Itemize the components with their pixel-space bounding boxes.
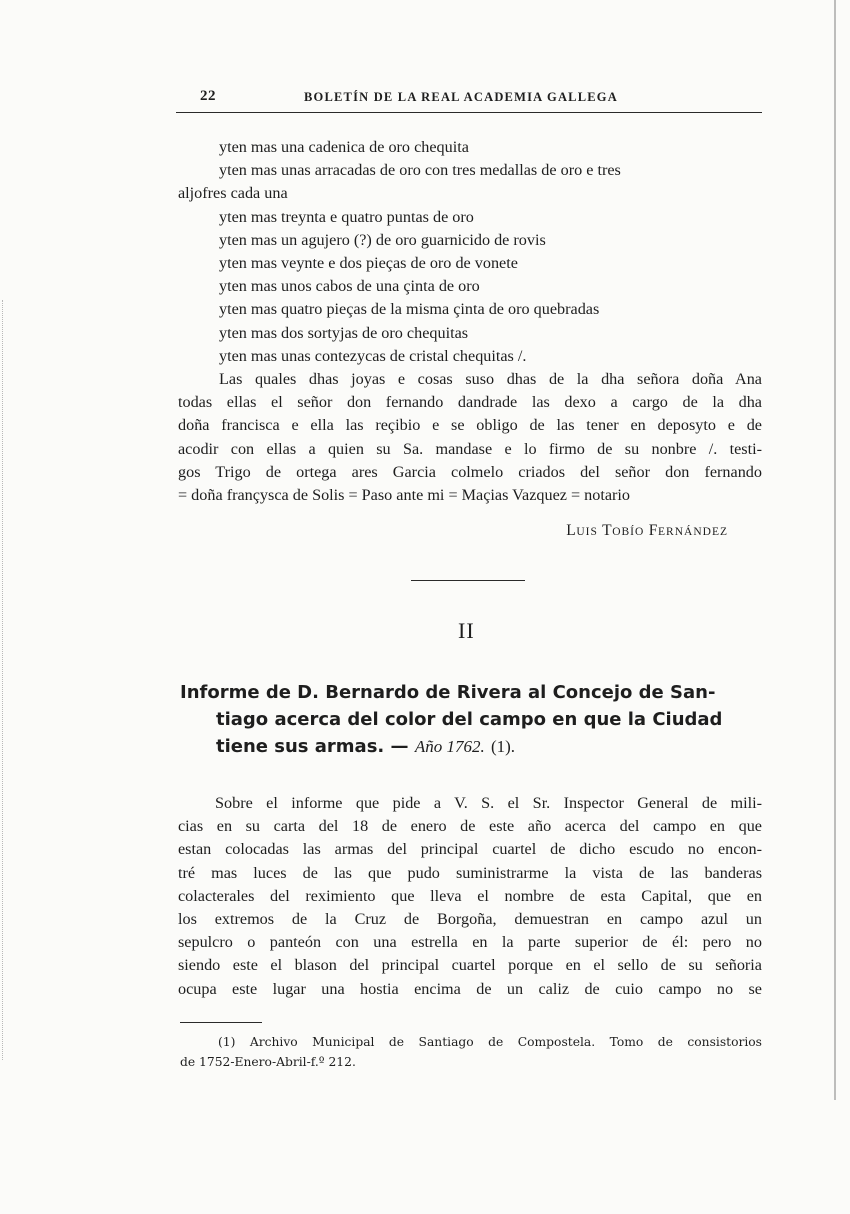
jewel-inventory-list — [178, 136, 762, 368]
list-item: yten mas una cadenica de oro chequita — [219, 138, 469, 156]
footnote-line: (1) Archivo Municipal de Santiago de Compostela. Tomo de consistorios — [218, 1035, 762, 1049]
section-separator — [411, 580, 525, 581]
signature-rest: ERNÁNDEZ — [658, 526, 728, 538]
text-line: doña francisca e ella las reçibio e se obligo de las tener en deposyto e de — [178, 416, 762, 435]
heading-line-main: tiene sus armas. — — [216, 736, 409, 757]
list-item: yten mas treynta e quatro puntas de oro — [219, 207, 474, 226]
scan-edge-left — [2, 300, 9, 1060]
list-item: yten mas unas contezycas de cristal chequitas /. — [219, 346, 527, 365]
footnote-rule — [180, 1022, 262, 1023]
signature-initial: F — [648, 522, 659, 539]
running-title: BOLETÍN DE LA REAL ACADEMIA GALLEGA — [304, 90, 618, 104]
text-line: Las quales dhas joyas e cosas suso dhas de la dha señora doña Ana — [219, 370, 762, 388]
heading-line — [180, 733, 762, 760]
text-line: ocupa este lugar una hostia encima de un caliz de cuio campo no se — [178, 979, 762, 998]
scan-edge-right — [832, 0, 836, 1100]
signature-initial: L — [566, 522, 577, 539]
body-paragraph — [178, 792, 762, 1001]
section-heading — [180, 679, 762, 760]
footnote-reference: (1). — [490, 737, 516, 756]
heading-line: tiago acerca del color del campo en que la Ciudad — [216, 709, 723, 730]
list-item: yten mas un agujero (?) de oro guarnicido de rovis — [219, 230, 546, 249]
text-line: acodir con ellas a quien su Sa. mandase e lo firmo de su nonbre /. testi- — [178, 439, 762, 458]
list-item: yten mas veynte e dos pieças de oro de vonete — [219, 254, 518, 273]
text-line: gos Trigo de ortega ares Garcia colmelo criados del señor don fernando — [178, 462, 762, 481]
text-line: colacterales del reximiento que lleva el nombre de esta Capital, que en — [178, 886, 762, 905]
text-line: siendo este el blason del principal cuartel porque en el sello de su señoria — [178, 956, 762, 975]
heading-line: Informe de D. Bernardo de Rivera al Concejo de San- — [180, 682, 716, 703]
text-line: tré mas luces de las que pudo suministrarme la vista de las banderas — [178, 863, 762, 882]
signature-rest: OBÍO — [612, 526, 645, 538]
list-item: yten mas dos sortyjas de oro chequitas — [219, 323, 469, 342]
signature-rest: UIS — [576, 526, 598, 538]
text-line: estan colocadas las armas del principal cuartel de dicho escudo no encon- — [178, 840, 762, 859]
list-item: yten mas unos cabos de una çinta de oro — [219, 277, 480, 296]
page-header — [176, 86, 762, 113]
text-line: = doña françysca de Solis = Paso ante mi = Maçias Vazquez = notario — [178, 486, 631, 505]
list-item: yten mas unas arracadas de oro con tres medallas de oro e tres — [219, 161, 621, 180]
author-signature — [566, 522, 728, 540]
text-line: Sobre el informe que pide a V. S. el Sr. Inspector General de mili- — [215, 794, 762, 812]
text-line: sepulcro o panteón con una estrella en la parte superior de él: pero no — [178, 933, 762, 952]
signature-initial: T — [602, 522, 613, 539]
text-line: los extremos de la Cruz de Borgoña, demuestran en campo azul un — [178, 910, 762, 929]
text-line: cias en su carta del 18 de enero de este año acerca del campo en que — [178, 817, 762, 836]
page-number: 22 — [200, 88, 216, 104]
heading-year: Año 1762. — [414, 737, 485, 756]
footnote-line: de 1752-Enero-Abril-f.º 212. — [180, 1055, 356, 1069]
closing-paragraph — [178, 368, 762, 507]
section-number: II — [458, 618, 475, 643]
list-item: aljofres cada una — [178, 184, 288, 203]
footnote — [180, 1032, 762, 1072]
text-line: todas ellas el señor don fernando dandrade las dexo a cargo de la dha — [178, 393, 762, 412]
list-item: yten mas quatro pieças de la misma çinta de oro quebradas — [219, 300, 600, 319]
